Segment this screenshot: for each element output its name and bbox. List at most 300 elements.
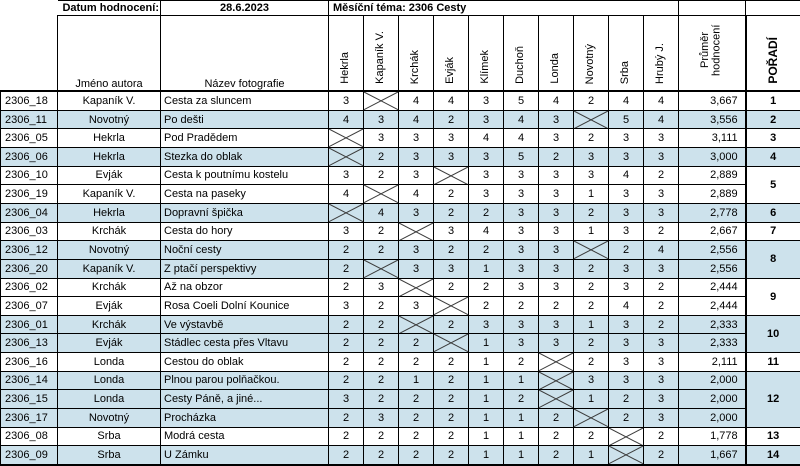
score-cell[interactable]: 2 <box>434 241 469 260</box>
photo-id-cell[interactable]: 2306_03 <box>1 222 58 241</box>
rank-cell[interactable]: 10 <box>746 315 800 352</box>
photo-id-cell[interactable]: 2306_07 <box>1 297 58 316</box>
score-cell[interactable]: 2 <box>539 297 574 316</box>
author-cell[interactable]: Novotný <box>58 110 161 129</box>
average-cell[interactable]: 2,333 <box>679 315 746 334</box>
crossed-score-cell[interactable] <box>399 278 434 297</box>
score-cell[interactable]: 1 <box>504 371 539 390</box>
average-cell[interactable]: 3,556 <box>679 110 746 129</box>
rank-cell[interactable]: 7 <box>746 222 800 241</box>
score-cell[interactable]: 3 <box>539 222 574 241</box>
average-cell[interactable]: 2,667 <box>679 222 746 241</box>
score-cell[interactable]: 2 <box>574 334 609 353</box>
score-cell[interactable]: 3 <box>364 129 399 148</box>
score-cell[interactable]: 2 <box>364 315 399 334</box>
crossed-score-cell[interactable] <box>434 166 469 185</box>
score-cell[interactable]: 4 <box>644 91 679 110</box>
photo-title-cell[interactable]: Dopravní špička <box>161 203 329 222</box>
score-cell[interactable]: 2 <box>539 408 574 427</box>
score-cell[interactable]: 3 <box>609 148 644 167</box>
photo-title-cell[interactable]: Až na obzor <box>161 278 329 297</box>
crossed-score-cell[interactable] <box>329 203 364 222</box>
crossed-score-cell[interactable] <box>574 408 609 427</box>
theme-cell[interactable]: Měsíční téma: 2306 Cesty <box>329 1 679 16</box>
score-cell[interactable]: 3 <box>644 371 679 390</box>
photo-id-cell[interactable]: 2306_11 <box>1 110 58 129</box>
photo-title-cell[interactable]: Cesta do hory <box>161 222 329 241</box>
author-cell[interactable]: Kapaník V. <box>58 185 161 204</box>
score-cell[interactable]: 3 <box>504 334 539 353</box>
score-cell[interactable]: 3 <box>434 129 469 148</box>
score-cell[interactable]: 3 <box>469 148 504 167</box>
score-cell[interactable]: 3 <box>644 203 679 222</box>
score-cell[interactable]: 3 <box>469 166 504 185</box>
photo-title-cell[interactable]: Cesta za sluncem <box>161 91 329 110</box>
score-cell[interactable]: 2 <box>539 446 574 465</box>
score-cell[interactable]: 3 <box>574 166 609 185</box>
title-column-header[interactable]: Název fotografie <box>161 16 329 92</box>
score-cell[interactable]: 3 <box>399 203 434 222</box>
score-cell[interactable]: 3 <box>399 241 434 260</box>
score-cell[interactable]: 3 <box>539 334 574 353</box>
score-cell[interactable]: 2 <box>539 148 574 167</box>
score-cell[interactable]: 3 <box>434 259 469 278</box>
score-cell[interactable]: 3 <box>609 278 644 297</box>
photo-id-cell[interactable]: 2306_18 <box>1 91 58 110</box>
crossed-score-cell[interactable] <box>539 390 574 409</box>
photo-id-cell[interactable]: 2306_13 <box>1 334 58 353</box>
score-cell[interactable]: 3 <box>539 278 574 297</box>
author-cell[interactable]: Evják <box>58 297 161 316</box>
crossed-score-cell[interactable] <box>574 241 609 260</box>
score-cell[interactable]: 3 <box>539 315 574 334</box>
blank-cell[interactable] <box>679 1 746 16</box>
average-cell[interactable]: 3,000 <box>679 148 746 167</box>
score-cell[interactable]: 1 <box>469 334 504 353</box>
rank-cell[interactable]: 2 <box>746 110 800 129</box>
average-cell[interactable]: 1,667 <box>679 446 746 465</box>
score-cell[interactable]: 3 <box>644 185 679 204</box>
author-cell[interactable]: Evják <box>58 334 161 353</box>
rater-column-header[interactable] <box>364 16 399 92</box>
score-cell[interactable]: 4 <box>609 91 644 110</box>
score-cell[interactable]: 2 <box>469 278 504 297</box>
score-cell[interactable]: 3 <box>434 222 469 241</box>
score-cell[interactable]: 3 <box>609 259 644 278</box>
score-cell[interactable]: 4 <box>469 222 504 241</box>
score-cell[interactable]: 3 <box>504 241 539 260</box>
photo-title-cell[interactable]: Modrá cesta <box>161 427 329 446</box>
score-cell[interactable]: 3 <box>609 315 644 334</box>
score-cell[interactable]: 2 <box>329 278 364 297</box>
photo-id-cell[interactable]: 2306_04 <box>1 203 58 222</box>
score-cell[interactable]: 3 <box>644 334 679 353</box>
score-cell[interactable]: 3 <box>644 259 679 278</box>
rank-cell[interactable]: 8 <box>746 241 800 278</box>
score-cell[interactable]: 2 <box>329 259 364 278</box>
score-cell[interactable]: 2 <box>434 371 469 390</box>
score-cell[interactable]: 3 <box>469 315 504 334</box>
score-cell[interactable]: 2 <box>644 222 679 241</box>
score-cell[interactable]: 2 <box>329 315 364 334</box>
crossed-score-cell[interactable] <box>434 297 469 316</box>
score-cell[interactable]: 2 <box>574 427 609 446</box>
score-cell[interactable]: 2 <box>574 278 609 297</box>
photo-id-cell[interactable]: 2306_10 <box>1 166 58 185</box>
rank-cell[interactable]: 1 <box>746 91 800 110</box>
photo-title-cell[interactable]: Pod Pradědem <box>161 129 329 148</box>
score-cell[interactable]: 4 <box>329 110 364 129</box>
score-cell[interactable]: 4 <box>399 110 434 129</box>
score-cell[interactable]: 3 <box>504 222 539 241</box>
author-cell[interactable]: Londa <box>58 353 161 372</box>
date-value-cell[interactable]: 28.6.2023 <box>161 1 329 16</box>
score-cell[interactable]: 2 <box>364 148 399 167</box>
score-cell[interactable]: 2 <box>329 353 364 372</box>
score-cell[interactable]: 2 <box>504 353 539 372</box>
score-cell[interactable]: 2 <box>329 371 364 390</box>
score-cell[interactable]: 2 <box>609 408 644 427</box>
rater-column-header[interactable] <box>644 16 679 92</box>
score-cell[interactable]: 2 <box>504 390 539 409</box>
score-cell[interactable]: 3 <box>644 129 679 148</box>
score-cell[interactable]: 4 <box>469 129 504 148</box>
score-cell[interactable]: 3 <box>609 222 644 241</box>
score-cell[interactable]: 4 <box>399 91 434 110</box>
score-cell[interactable]: 3 <box>399 259 434 278</box>
crossed-score-cell[interactable] <box>364 259 399 278</box>
score-cell[interactable]: 3 <box>329 222 364 241</box>
average-cell[interactable]: 2,778 <box>679 203 746 222</box>
score-cell[interactable]: 1 <box>574 315 609 334</box>
rater-column-header[interactable] <box>329 16 364 92</box>
score-cell[interactable]: 4 <box>644 110 679 129</box>
score-cell[interactable]: 1 <box>469 353 504 372</box>
score-cell[interactable]: 4 <box>609 166 644 185</box>
score-cell[interactable]: 1 <box>469 259 504 278</box>
average-cell[interactable]: 2,111 <box>679 353 746 372</box>
rank-column-header[interactable] <box>746 16 800 92</box>
score-cell[interactable]: 2 <box>574 91 609 110</box>
rank-cell[interactable]: 6 <box>746 203 800 222</box>
crossed-score-cell[interactable] <box>364 91 399 110</box>
photo-title-cell[interactable]: Cesta k poutnímu kostelu <box>161 166 329 185</box>
rater-column-header[interactable] <box>434 16 469 92</box>
photo-title-cell[interactable]: Plnou parou polňačkou. <box>161 371 329 390</box>
rank-cell[interactable]: 14 <box>746 446 800 465</box>
photo-id-cell[interactable]: 2306_16 <box>1 353 58 372</box>
score-cell[interactable]: 2 <box>644 297 679 316</box>
crossed-score-cell[interactable] <box>329 148 364 167</box>
photo-id-cell[interactable]: 2306_14 <box>1 371 58 390</box>
crossed-score-cell[interactable] <box>399 315 434 334</box>
crossed-score-cell[interactable] <box>399 222 434 241</box>
photo-id-cell[interactable]: 2306_01 <box>1 315 58 334</box>
author-cell[interactable]: Londa <box>58 371 161 390</box>
score-cell[interactable]: 3 <box>434 148 469 167</box>
average-cell[interactable]: 3,111 <box>679 129 746 148</box>
photo-title-cell[interactable]: Noční cesty <box>161 241 329 260</box>
average-cell[interactable]: 3,667 <box>679 91 746 110</box>
photo-id-cell[interactable]: 2306_12 <box>1 241 58 260</box>
score-cell[interactable]: 4 <box>644 241 679 260</box>
score-cell[interactable]: 2 <box>399 390 434 409</box>
score-cell[interactable]: 5 <box>504 91 539 110</box>
score-cell[interactable]: 2 <box>574 129 609 148</box>
photo-id-cell[interactable]: 2306_09 <box>1 446 58 465</box>
score-cell[interactable]: 1 <box>469 446 504 465</box>
score-cell[interactable]: 2 <box>399 427 434 446</box>
score-cell[interactable]: 4 <box>504 129 539 148</box>
score-cell[interactable]: 3 <box>539 185 574 204</box>
blank-cell[interactable] <box>746 1 800 16</box>
photo-id-cell[interactable]: 2306_05 <box>1 129 58 148</box>
score-cell[interactable]: 4 <box>434 91 469 110</box>
score-cell[interactable]: 3 <box>504 259 539 278</box>
score-cell[interactable]: 1 <box>469 408 504 427</box>
author-cell[interactable]: Hekrla <box>58 148 161 167</box>
score-cell[interactable]: 2 <box>364 353 399 372</box>
photo-title-cell[interactable]: Z ptačí perspektivy <box>161 259 329 278</box>
score-cell[interactable]: 2 <box>434 203 469 222</box>
score-cell[interactable]: 3 <box>539 166 574 185</box>
score-cell[interactable]: 3 <box>469 110 504 129</box>
score-cell[interactable]: 2 <box>434 408 469 427</box>
photo-title-cell[interactable]: U Zámku <box>161 446 329 465</box>
score-cell[interactable]: 3 <box>609 353 644 372</box>
score-cell[interactable]: 3 <box>539 203 574 222</box>
score-cell[interactable]: 4 <box>504 110 539 129</box>
score-cell[interactable]: 2 <box>434 427 469 446</box>
crossed-score-cell[interactable] <box>329 129 364 148</box>
score-cell[interactable]: 3 <box>574 371 609 390</box>
score-cell[interactable]: 2 <box>434 278 469 297</box>
author-column-header[interactable]: Jméno autora <box>58 16 161 92</box>
score-cell[interactable]: 3 <box>574 148 609 167</box>
crossed-score-cell[interactable] <box>539 371 574 390</box>
photo-title-cell[interactable]: Stezka do oblak <box>161 148 329 167</box>
rank-cell[interactable]: 13 <box>746 427 800 446</box>
average-cell[interactable]: 2,889 <box>679 185 746 204</box>
score-cell[interactable]: 2 <box>364 297 399 316</box>
id-column-header[interactable] <box>1 16 58 92</box>
score-cell[interactable]: 3 <box>364 110 399 129</box>
rater-column-header[interactable] <box>399 16 434 92</box>
score-cell[interactable]: 3 <box>644 148 679 167</box>
score-cell[interactable]: 3 <box>504 315 539 334</box>
score-cell[interactable]: 3 <box>504 166 539 185</box>
score-cell[interactable]: 2 <box>329 241 364 260</box>
score-cell[interactable]: 3 <box>399 166 434 185</box>
score-cell[interactable]: 3 <box>399 148 434 167</box>
average-cell[interactable]: 2,000 <box>679 371 746 390</box>
score-cell[interactable]: 2 <box>609 241 644 260</box>
score-cell[interactable]: 2 <box>364 427 399 446</box>
score-cell[interactable]: 2 <box>329 446 364 465</box>
score-cell[interactable]: 3 <box>329 166 364 185</box>
rank-cell[interactable]: 4 <box>746 148 800 167</box>
score-cell[interactable]: 2 <box>329 427 364 446</box>
author-cell[interactable]: Kapaník V. <box>58 259 161 278</box>
score-cell[interactable]: 2 <box>539 427 574 446</box>
average-cell[interactable]: 2,889 <box>679 166 746 185</box>
score-cell[interactable]: 4 <box>364 203 399 222</box>
score-cell[interactable]: 1 <box>574 390 609 409</box>
rater-column-header[interactable] <box>539 16 574 92</box>
rank-cell[interactable]: 3 <box>746 129 800 148</box>
crossed-score-cell[interactable] <box>609 446 644 465</box>
score-cell[interactable]: 3 <box>469 185 504 204</box>
score-cell[interactable]: 2 <box>399 408 434 427</box>
score-cell[interactable]: 2 <box>574 259 609 278</box>
score-cell[interactable]: 5 <box>609 110 644 129</box>
score-cell[interactable]: 3 <box>644 353 679 372</box>
photo-title-cell[interactable]: Stádlec cesta přes Vltavu <box>161 334 329 353</box>
photo-id-cell[interactable]: 2306_19 <box>1 185 58 204</box>
author-cell[interactable]: Novotný <box>58 408 161 427</box>
score-cell[interactable]: 2 <box>364 334 399 353</box>
score-cell[interactable]: 1 <box>574 446 609 465</box>
score-cell[interactable]: 2 <box>434 446 469 465</box>
average-cell[interactable]: 2,556 <box>679 241 746 260</box>
score-cell[interactable]: 2 <box>574 353 609 372</box>
photo-title-cell[interactable]: Cesty Páně, a jiné... <box>161 390 329 409</box>
photo-id-cell[interactable]: 2306_20 <box>1 259 58 278</box>
score-cell[interactable]: 2 <box>364 371 399 390</box>
score-cell[interactable]: 2 <box>609 390 644 409</box>
score-cell[interactable]: 1 <box>504 427 539 446</box>
score-cell[interactable]: 1 <box>469 427 504 446</box>
rater-column-header[interactable] <box>609 16 644 92</box>
score-cell[interactable]: 4 <box>539 91 574 110</box>
score-cell[interactable]: 2 <box>469 297 504 316</box>
photo-id-cell[interactable]: 2306_06 <box>1 148 58 167</box>
crossed-score-cell[interactable] <box>434 334 469 353</box>
score-cell[interactable]: 2 <box>469 203 504 222</box>
score-cell[interactable]: 2 <box>644 427 679 446</box>
rater-column-header[interactable] <box>574 16 609 92</box>
score-cell[interactable]: 1 <box>504 408 539 427</box>
score-cell[interactable]: 2 <box>574 203 609 222</box>
photo-id-cell[interactable]: 2306_08 <box>1 427 58 446</box>
author-cell[interactable]: Srba <box>58 427 161 446</box>
score-cell[interactable]: 2 <box>644 166 679 185</box>
author-cell[interactable]: Krchák <box>58 278 161 297</box>
score-cell[interactable]: 1 <box>469 390 504 409</box>
rank-cell[interactable]: 11 <box>746 353 800 372</box>
photo-id-cell[interactable]: 2306_17 <box>1 408 58 427</box>
photo-title-cell[interactable]: Ve výstavbě <box>161 315 329 334</box>
score-cell[interactable]: 4 <box>609 297 644 316</box>
rank-cell[interactable]: 12 <box>746 371 800 427</box>
author-cell[interactable]: Krchák <box>58 222 161 241</box>
score-cell[interactable]: 3 <box>609 334 644 353</box>
average-cell[interactable]: 2,556 <box>679 259 746 278</box>
score-cell[interactable]: 1 <box>504 446 539 465</box>
score-cell[interactable]: 3 <box>364 278 399 297</box>
author-cell[interactable]: Srba <box>58 446 161 465</box>
average-cell[interactable]: 1,778 <box>679 427 746 446</box>
score-cell[interactable]: 3 <box>469 91 504 110</box>
score-cell[interactable]: 3 <box>609 203 644 222</box>
photo-title-cell[interactable]: Cestou do oblak <box>161 353 329 372</box>
score-cell[interactable]: 2 <box>329 334 364 353</box>
score-cell[interactable]: 2 <box>644 446 679 465</box>
score-cell[interactable]: 4 <box>329 185 364 204</box>
score-cell[interactable]: 2 <box>399 334 434 353</box>
score-cell[interactable]: 2 <box>434 315 469 334</box>
score-cell[interactable]: 3 <box>539 129 574 148</box>
score-cell[interactable]: 2 <box>329 408 364 427</box>
score-cell[interactable]: 3 <box>539 110 574 129</box>
author-cell[interactable]: Hekrla <box>58 203 161 222</box>
score-cell[interactable]: 5 <box>504 148 539 167</box>
rater-column-header[interactable] <box>504 16 539 92</box>
score-cell[interactable]: 2 <box>644 315 679 334</box>
photo-title-cell[interactable]: Rosa Coeli Dolní Kounice <box>161 297 329 316</box>
score-cell[interactable]: 3 <box>609 185 644 204</box>
photo-title-cell[interactable]: Po dešti <box>161 110 329 129</box>
photo-id-cell[interactable]: 2306_15 <box>1 390 58 409</box>
author-cell[interactable]: Evják <box>58 166 161 185</box>
score-cell[interactable]: 2 <box>434 353 469 372</box>
score-cell[interactable]: 3 <box>364 408 399 427</box>
author-cell[interactable]: Hekrla <box>58 129 161 148</box>
score-cell[interactable]: 2 <box>504 297 539 316</box>
score-cell[interactable]: 3 <box>504 185 539 204</box>
rater-column-header[interactable] <box>469 16 504 92</box>
score-cell[interactable]: 1 <box>399 371 434 390</box>
score-cell[interactable]: 3 <box>329 297 364 316</box>
score-cell[interactable]: 1 <box>574 222 609 241</box>
score-cell[interactable]: 3 <box>504 203 539 222</box>
score-cell[interactable]: 2 <box>364 222 399 241</box>
score-cell[interactable]: 3 <box>504 278 539 297</box>
average-cell[interactable]: 2,444 <box>679 297 746 316</box>
score-cell[interactable]: 1 <box>469 371 504 390</box>
score-cell[interactable]: 1 <box>574 185 609 204</box>
score-cell[interactable]: 2 <box>364 390 399 409</box>
score-cell[interactable]: 2 <box>644 278 679 297</box>
average-cell[interactable]: 2,333 <box>679 334 746 353</box>
average-cell[interactable]: 2,000 <box>679 390 746 409</box>
rank-cell[interactable]: 9 <box>746 278 800 315</box>
photo-title-cell[interactable]: Procházka <box>161 408 329 427</box>
score-cell[interactable]: 2 <box>364 166 399 185</box>
score-cell[interactable]: 2 <box>574 297 609 316</box>
score-cell[interactable]: 3 <box>329 91 364 110</box>
crossed-score-cell[interactable] <box>574 110 609 129</box>
average-cell[interactable]: 2,444 <box>679 278 746 297</box>
score-cell[interactable]: 3 <box>539 259 574 278</box>
photo-title-cell[interactable]: Cesta na paseky <box>161 185 329 204</box>
average-cell[interactable]: 2,000 <box>679 408 746 427</box>
score-cell[interactable]: 3 <box>644 408 679 427</box>
score-cell[interactable]: 3 <box>399 129 434 148</box>
score-cell[interactable]: 3 <box>329 390 364 409</box>
score-cell[interactable]: 2 <box>364 241 399 260</box>
score-cell[interactable]: 2 <box>364 446 399 465</box>
score-cell[interactable]: 3 <box>609 371 644 390</box>
score-cell[interactable]: 2 <box>434 110 469 129</box>
rank-cell[interactable]: 5 <box>746 166 800 203</box>
date-label-cell[interactable]: Datum hodnocení: <box>58 1 161 16</box>
author-cell[interactable]: Novotný <box>58 241 161 260</box>
score-cell[interactable]: 2 <box>399 446 434 465</box>
score-cell[interactable]: 2 <box>399 353 434 372</box>
score-cell[interactable]: 4 <box>399 185 434 204</box>
photo-id-cell[interactable]: 2306_02 <box>1 278 58 297</box>
